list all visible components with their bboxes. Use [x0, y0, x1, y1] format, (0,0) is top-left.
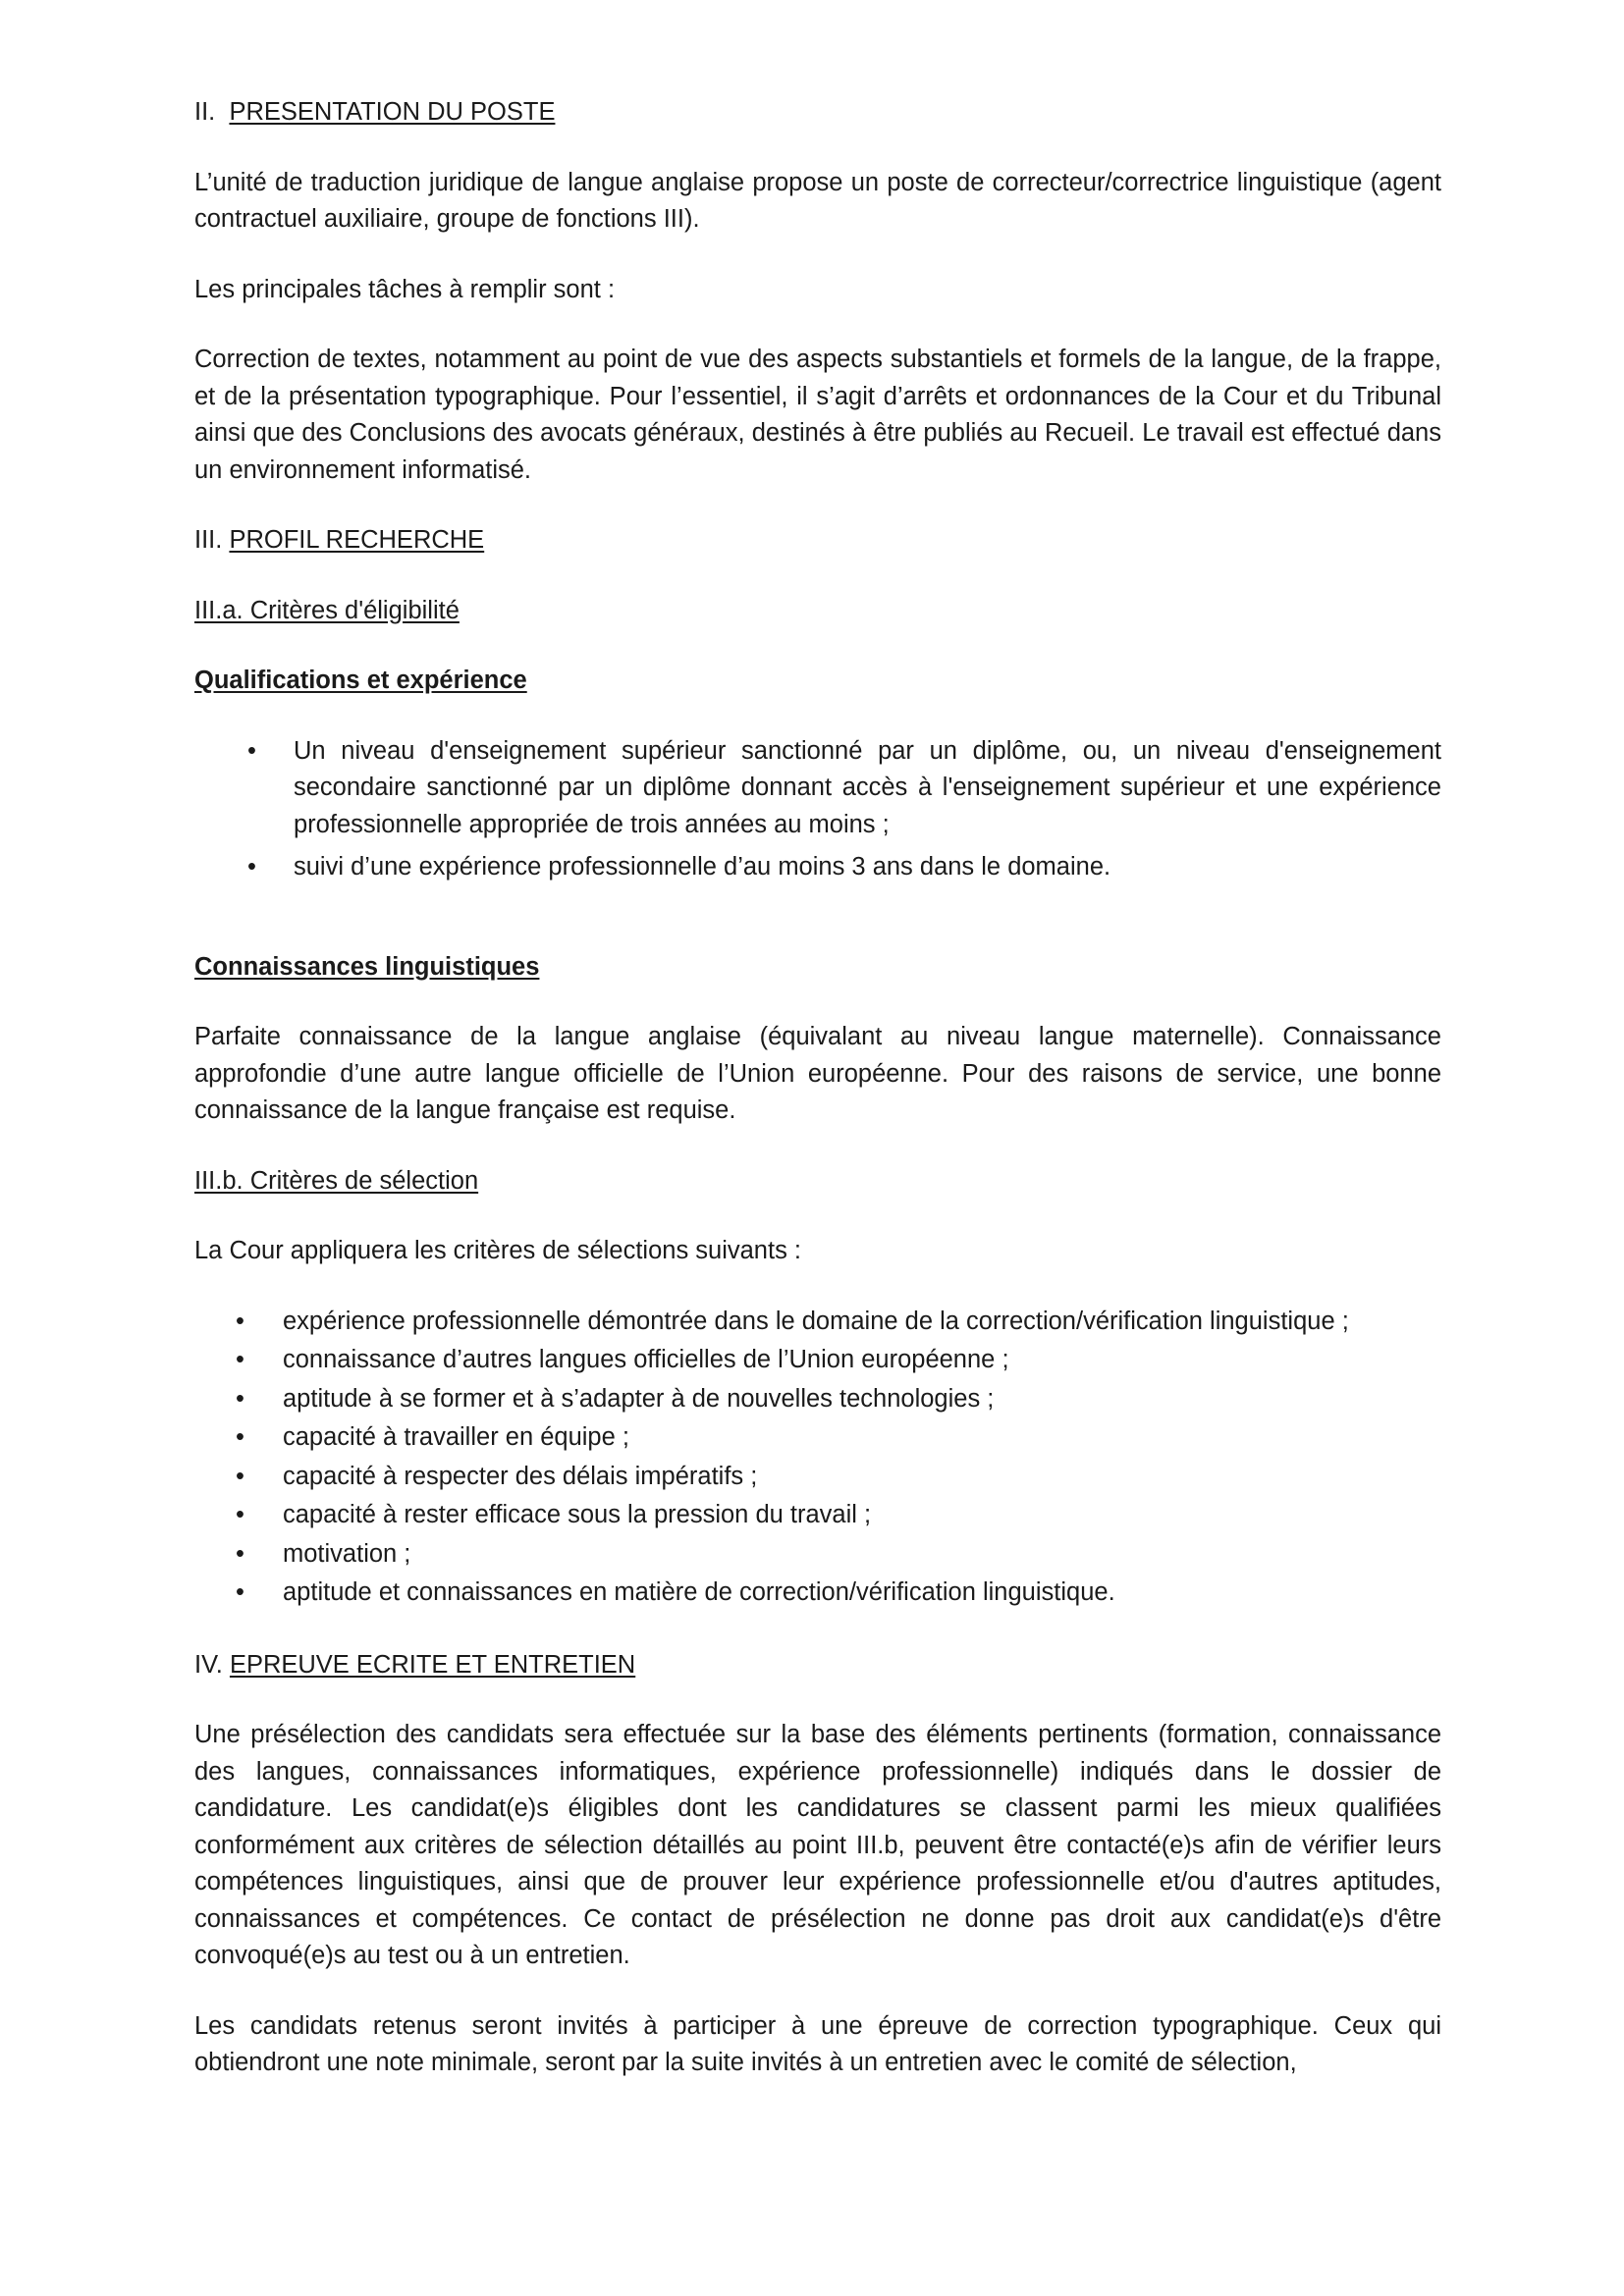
- list-item-text: connaissance d’autres langues officielles de l’Union européenne ;: [283, 1346, 1009, 1373]
- section-4-number: IV.: [194, 1650, 223, 1679]
- section-2-paragraph-3: Correction de textes, notamment au point de vue des aspects substantiels et formels de la langue, de la frappe, et de la présentation typographique. Pour l’essentiel, il s’agit d’arrêts et ordonnances de la Cour et du Tribunal ainsi que des Conclusions des avocats généraux, destinés à être publiés au Recueil. Le travail est effectué dans un environnement informatisé.: [194, 346, 1441, 484]
- section-2-number: II.: [194, 98, 216, 126]
- section-4-paragraph-1: Une présélection des candidats sera effectuée sur la base des éléments pertinents (formation, connaissance des langues, connaissances informatiques, expérience professionnelle) indiqués dans le dossier de candidature. Les candidat(e)s éligibles dont les candidatures se classent parmi les mieux qualifiées conformément aux critères de sélection détaillés au point III.b, peuvent être contacté(e)s afin de vérifier leurs compétences linguistiques, ainsi que de prouver leur expérience professionnelle et/ou d'autres aptitudes, connaissances et compétences. Ce contact de présélection ne donne pas droit aux candidat(e)s d'être convoqué(e)s au test ou à un entretien.: [194, 1721, 1441, 1969]
- bullet-icon: •: [236, 1539, 244, 1568]
- list-item: [194, 733, 1441, 844]
- list-item: [194, 849, 1441, 886]
- list-item-text: capacité à rester efficace sous la pression du travail ;: [283, 1501, 872, 1528]
- list-item-text: expérience professionnelle démontrée dans le domaine de la correction/vérification linguistique ;: [283, 1307, 1349, 1335]
- section-3-title: PROFIL RECHERCHE: [229, 526, 485, 554]
- bullet-icon: •: [236, 1578, 244, 1606]
- qualifications-list: [194, 733, 1441, 886]
- list-item: [194, 1575, 1441, 1612]
- section-3-heading: [194, 522, 1441, 560]
- section-2-paragraph-2: Les principales tâches à remplir sont :: [194, 275, 616, 303]
- list-item: [194, 1304, 1441, 1341]
- section-4-title: EPREUVE ECRITE ET ENTRETIEN: [229, 1650, 636, 1679]
- qualifications-heading: Qualifications et expérience: [194, 667, 527, 694]
- bullet-icon: •: [247, 736, 256, 765]
- bullet-icon: •: [236, 1346, 244, 1373]
- section-2-title: PRESENTATION DU POSTE: [229, 98, 556, 126]
- list-item-text: capacité à respecter des délais impératifs ;: [283, 1462, 758, 1490]
- bullet-icon: •: [236, 1462, 244, 1490]
- bullet-icon: •: [236, 1307, 244, 1335]
- section-3-number: III.: [194, 526, 223, 554]
- section-2-paragraph-1: L’unité de traduction juridique de langue anglaise propose un poste de correcteur/correctrice linguistique (agent contractuel auxiliaire, groupe de fonctions III).: [194, 168, 1441, 233]
- language-skills-paragraph: Parfaite connaissance de la langue anglaise (équivalant au niveau langue maternelle). Connaissance approfondie d’une autre langue officielle de l’Union européenne. Pour des raisons de service, une bonne connaissance de la langue française est requise.: [194, 1023, 1441, 1124]
- selection-criteria-list: [194, 1304, 1441, 1612]
- document-page: [194, 94, 1441, 2082]
- list-item-text: aptitude à se former et à s’adapter à de nouvelles technologies ;: [283, 1384, 995, 1413]
- selection-intro: La Cour appliquera les critères de sélections suivants :: [194, 1237, 801, 1264]
- list-item: [194, 1497, 1441, 1534]
- bullet-icon: •: [236, 1423, 244, 1451]
- list-item: [194, 1419, 1441, 1457]
- subsection-3b-heading: III.b. Critères de sélection: [194, 1166, 479, 1195]
- list-item: [194, 1459, 1441, 1496]
- section-2-heading: [194, 94, 1441, 132]
- section-4-heading: [194, 1647, 1441, 1684]
- list-item-text: Un niveau d'enseignement supérieur sanctionné par un diplôme, ou, un niveau d'enseignement secondaire sanctionné par un diplôme donnant accès à l'enseignement supérieur et une expérience professionnelle appropriée de trois années au moins ;: [294, 736, 1441, 838]
- list-item-text: motivation ;: [283, 1539, 411, 1568]
- list-item-text: suivi d’une expérience professionnelle d’au moins 3 ans dans le domaine.: [294, 853, 1111, 881]
- language-skills-heading: Connaissances linguistiques: [194, 952, 540, 981]
- subsection-3a-heading: III.a. Critères d'éligibilité: [194, 596, 460, 624]
- bullet-icon: •: [247, 853, 256, 881]
- list-item: [194, 1536, 1441, 1574]
- list-item-text: capacité à travailler en équipe ;: [283, 1423, 629, 1451]
- list-item: [194, 1381, 1441, 1418]
- bullet-icon: •: [236, 1384, 244, 1413]
- bullet-icon: •: [236, 1501, 244, 1528]
- section-4-paragraph-2: Les candidats retenus seront invités à participer à une épreuve de correction typographique. Ceux qui obtiendront une note minimale, seront par la suite invités à un entretien avec le comité de sélection,: [194, 2011, 1441, 2076]
- list-item: [194, 1342, 1441, 1379]
- list-item-text: aptitude et connaissances en matière de correction/vérification linguistique.: [283, 1578, 1115, 1606]
